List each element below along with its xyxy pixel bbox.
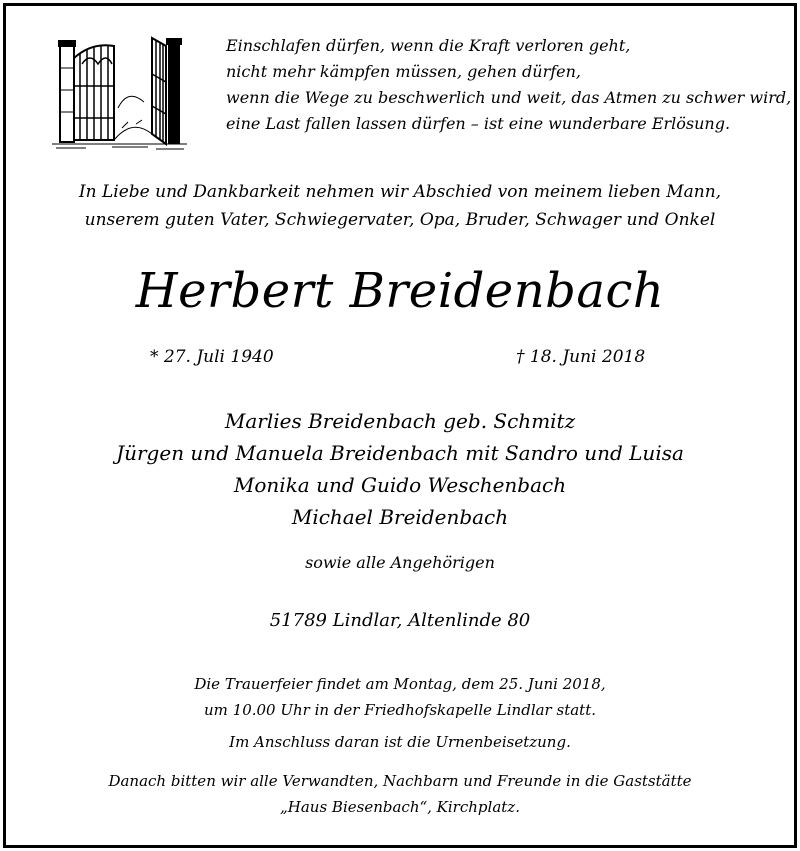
closing-line: Danach bitten wir alle Verwandten, Nachbarn und Freunde in die Gaststätte: [108, 772, 692, 790]
relatives-note: sowie alle Angehörigen: [305, 553, 495, 572]
deceased-name: Herbert Breidenbach: [135, 263, 665, 319]
address: 51789 Lindlar, Altenlinde 80: [269, 610, 531, 631]
poem-line: nicht mehr kämpfen müssen, gehen dürfen,: [226, 62, 582, 81]
mourner-line: Jürgen und Manuela Breidenbach mit Sandro und Luisa: [116, 441, 684, 465]
poem-line: eine Last fallen lassen dürfen – ist eine wunderbare Erlösung.: [226, 114, 731, 133]
intro-line: unserem guten Vater, Schwiegervater, Opa, Bruder, Schwager und Onkel: [84, 210, 716, 230]
closing-line: „Haus Biesenbach“, Kirchplatz.: [280, 798, 520, 816]
service-line: Die Trauerfeier findet am Montag, dem 25. Juni 2018,: [194, 675, 606, 693]
open-gate-icon: [52, 28, 187, 152]
service-line: um 10.00 Uhr in der Friedhofskapelle Lindlar statt.: [204, 701, 596, 719]
mourner-line: Michael Breidenbach: [291, 505, 509, 529]
poem-line: wenn die Wege zu beschwerlich und weit, das Atmen zu schwer wird,: [226, 88, 792, 107]
mourner-line: Marlies Breidenbach geb. Schmitz: [224, 409, 576, 433]
closing-invitation: [0, 768, 800, 820]
poem-line: Einschlafen dürfen, wenn die Kraft verloren geht,: [226, 36, 631, 55]
birth-date: * 27. Juli 1940: [150, 347, 274, 367]
farewell-intro: [0, 178, 800, 234]
mourners-list: [0, 405, 800, 533]
urn-burial-note: Im Anschluss daran ist die Urnenbeisetzung.: [229, 733, 571, 751]
poem: [226, 33, 792, 137]
mourner-line: Monika und Guido Weschenbach: [233, 473, 567, 497]
death-date: † 18. Juni 2018: [516, 347, 646, 367]
intro-line: In Liebe und Dankbarkeit nehmen wir Abschied von meinem lieben Mann,: [78, 182, 722, 202]
funeral-service-info: [0, 671, 800, 723]
